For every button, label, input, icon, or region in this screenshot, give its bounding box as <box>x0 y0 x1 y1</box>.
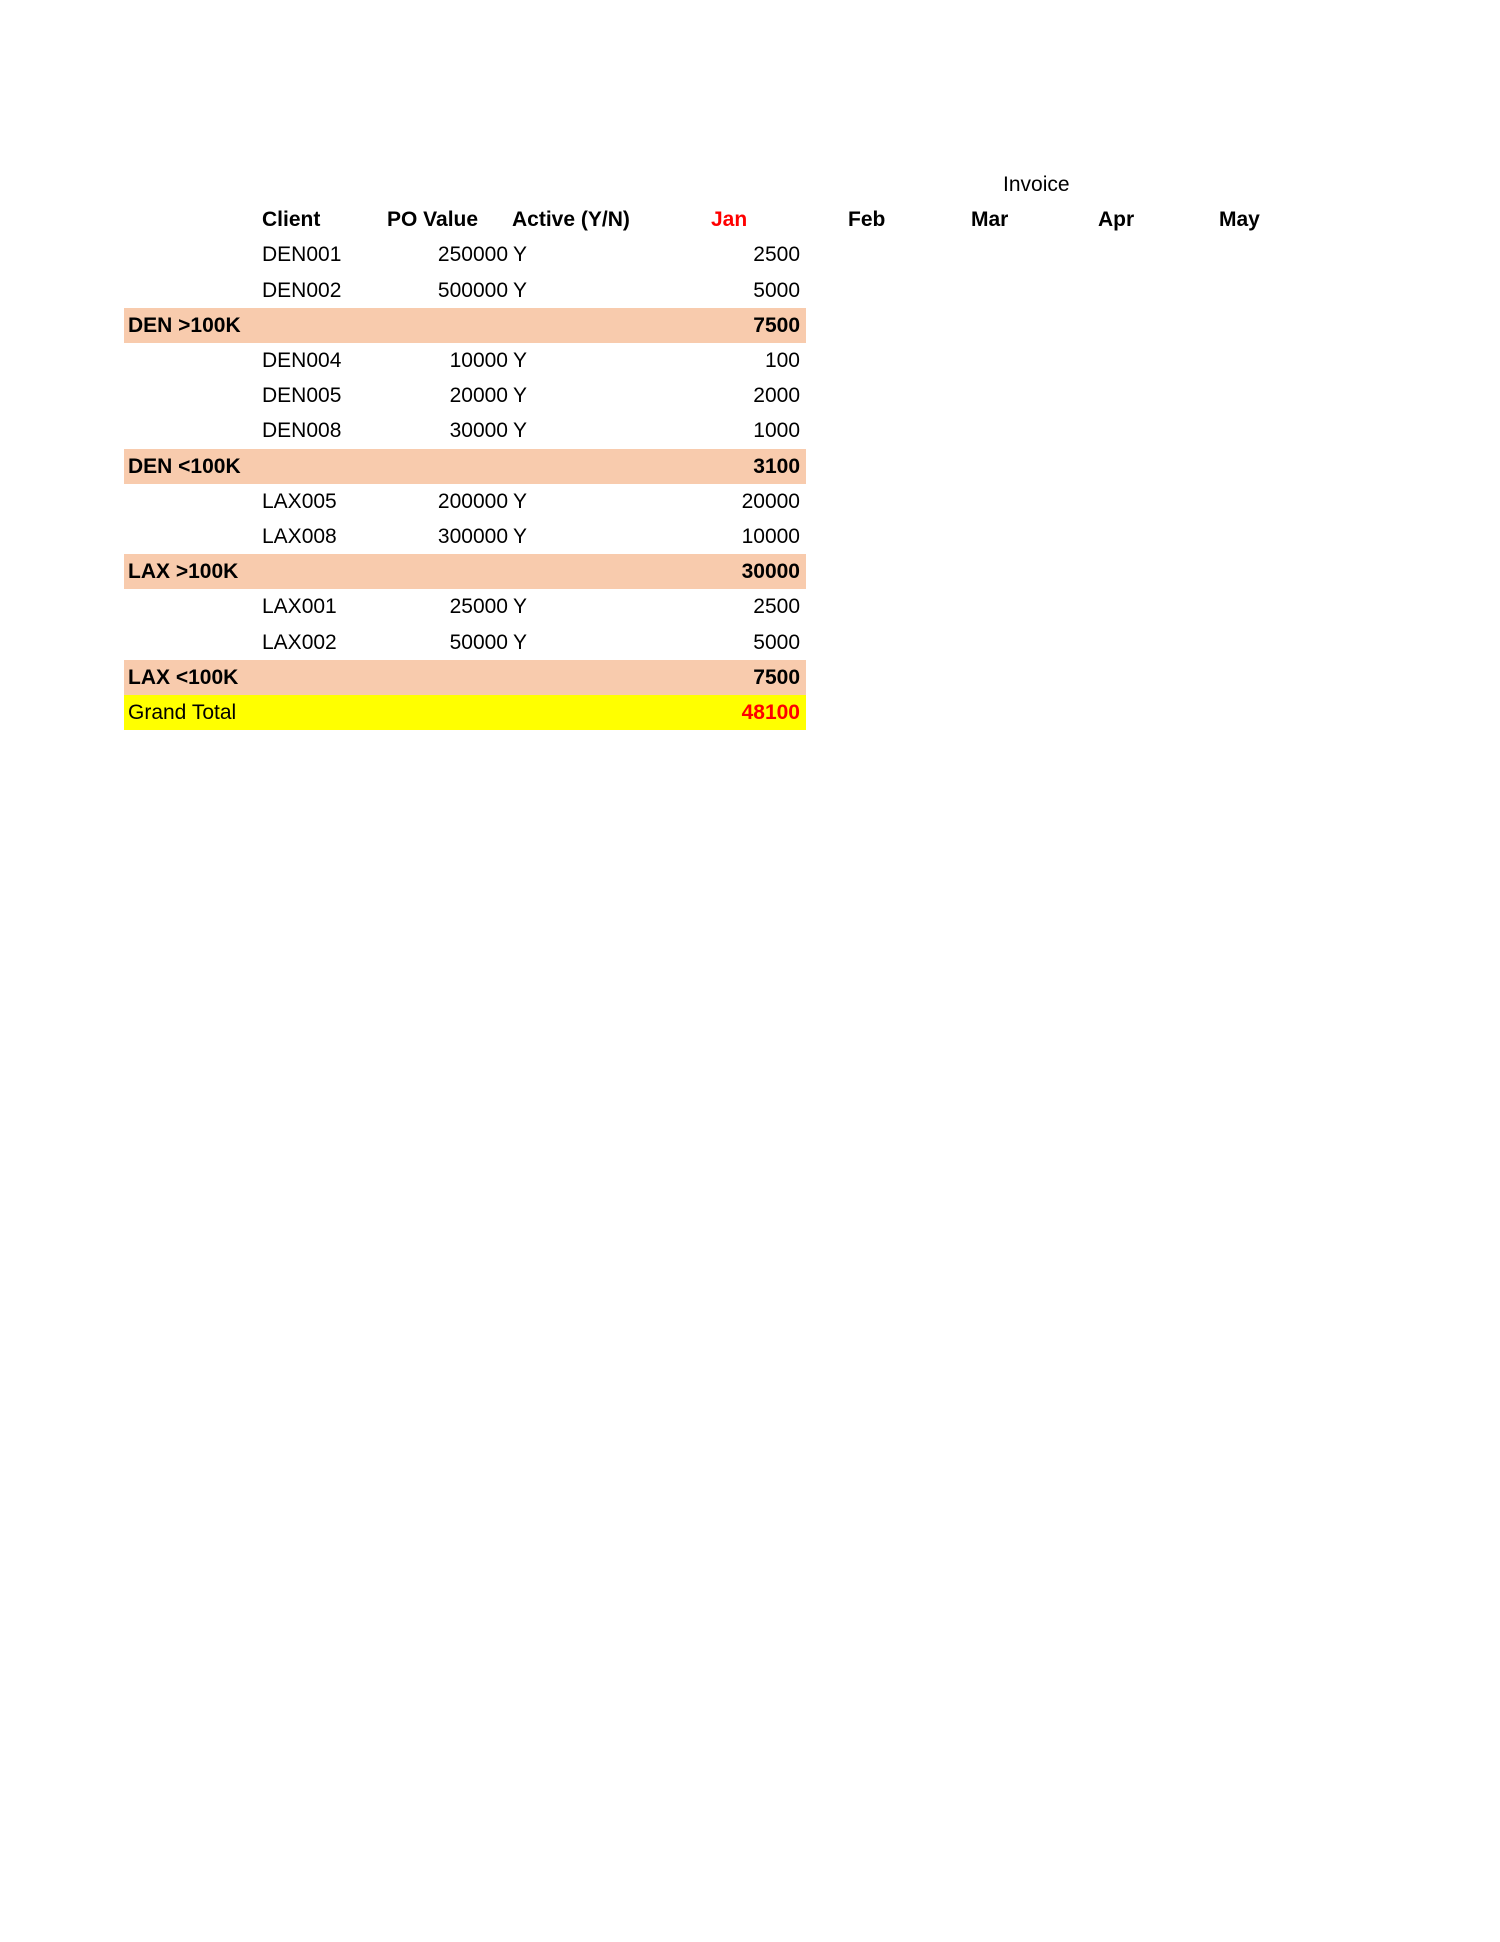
jan-cell: 2500 <box>753 243 800 267</box>
header-feb: Feb <box>848 208 886 231</box>
subtotal-row <box>124 308 806 343</box>
client-cell: DEN008 <box>262 419 342 443</box>
client-cell: DEN001 <box>262 243 342 267</box>
jan-total-cell: 7500 <box>753 665 800 689</box>
table-row <box>124 484 806 519</box>
table-row <box>124 343 806 378</box>
client-cell: LAX008 <box>262 525 337 548</box>
po-value-cell: 50000 <box>449 630 508 654</box>
po-value-cell: 10000 <box>449 349 508 372</box>
client-cell: DEN005 <box>262 384 342 408</box>
po-value-cell: 500000 <box>437 278 508 302</box>
active-cell: Y <box>513 489 528 513</box>
table-row <box>124 273 806 308</box>
subtotal-row <box>124 449 806 484</box>
table-row <box>124 237 806 272</box>
table-row <box>124 413 806 448</box>
jan-total-cell: 48100 <box>741 701 800 724</box>
client-cell: LAX001 <box>262 595 337 619</box>
po-value-cell: 30000 <box>449 419 508 443</box>
active-cell: Y <box>513 525 528 548</box>
jan-cell: 2500 <box>753 595 800 619</box>
group-label: Grand Total <box>128 701 237 724</box>
jan-cell: 10000 <box>741 525 800 548</box>
jan-cell: 2000 <box>753 384 800 408</box>
jan-cell: 100 <box>764 349 800 372</box>
jan-total-cell: 30000 <box>741 560 800 584</box>
jan-total-cell: 7500 <box>753 313 800 337</box>
subtotal-row <box>124 660 806 695</box>
po-value-cell: 25000 <box>449 595 508 619</box>
po-value-cell: 300000 <box>437 525 508 548</box>
group-label: LAX >100K <box>128 560 239 584</box>
header-apr: Apr <box>1098 208 1135 231</box>
active-cell: Y <box>513 243 528 267</box>
subtotal-row <box>124 554 806 589</box>
table-row <box>124 519 806 554</box>
group-label: DEN >100K <box>128 313 241 337</box>
header-po-value: PO Value <box>387 208 479 231</box>
active-cell: Y <box>513 630 528 654</box>
header-active: Active (Y/N) <box>512 208 630 231</box>
table-row <box>124 589 806 624</box>
active-cell: Y <box>513 595 528 619</box>
header-jan: Jan <box>711 208 748 231</box>
group-label: LAX <100K <box>128 665 239 689</box>
table-row <box>124 378 806 413</box>
po-value-cell: 200000 <box>437 489 508 513</box>
jan-total-cell: 3100 <box>753 454 800 478</box>
header-mar: Mar <box>971 208 1009 231</box>
jan-cell: 5000 <box>753 278 800 302</box>
group-label: DEN <100K <box>128 454 241 478</box>
active-cell: Y <box>513 349 528 372</box>
po-value-cell: 250000 <box>437 243 508 267</box>
client-cell: LAX005 <box>262 489 337 513</box>
jan-cell: 1000 <box>753 419 800 443</box>
client-cell: DEN002 <box>262 278 342 302</box>
po-value-cell: 20000 <box>449 384 508 408</box>
client-cell: LAX002 <box>262 630 337 654</box>
invoice-group-header: Invoice <box>1003 173 1070 196</box>
active-cell: Y <box>513 419 528 443</box>
header-client: Client <box>262 208 321 231</box>
client-cell: DEN004 <box>262 349 342 372</box>
active-cell: Y <box>513 278 528 302</box>
header-may: May <box>1219 208 1260 231</box>
active-cell: Y <box>513 384 528 408</box>
grand-total-row <box>124 695 806 730</box>
jan-cell: 20000 <box>741 489 800 513</box>
table-row <box>124 625 806 660</box>
jan-cell: 5000 <box>753 630 800 654</box>
